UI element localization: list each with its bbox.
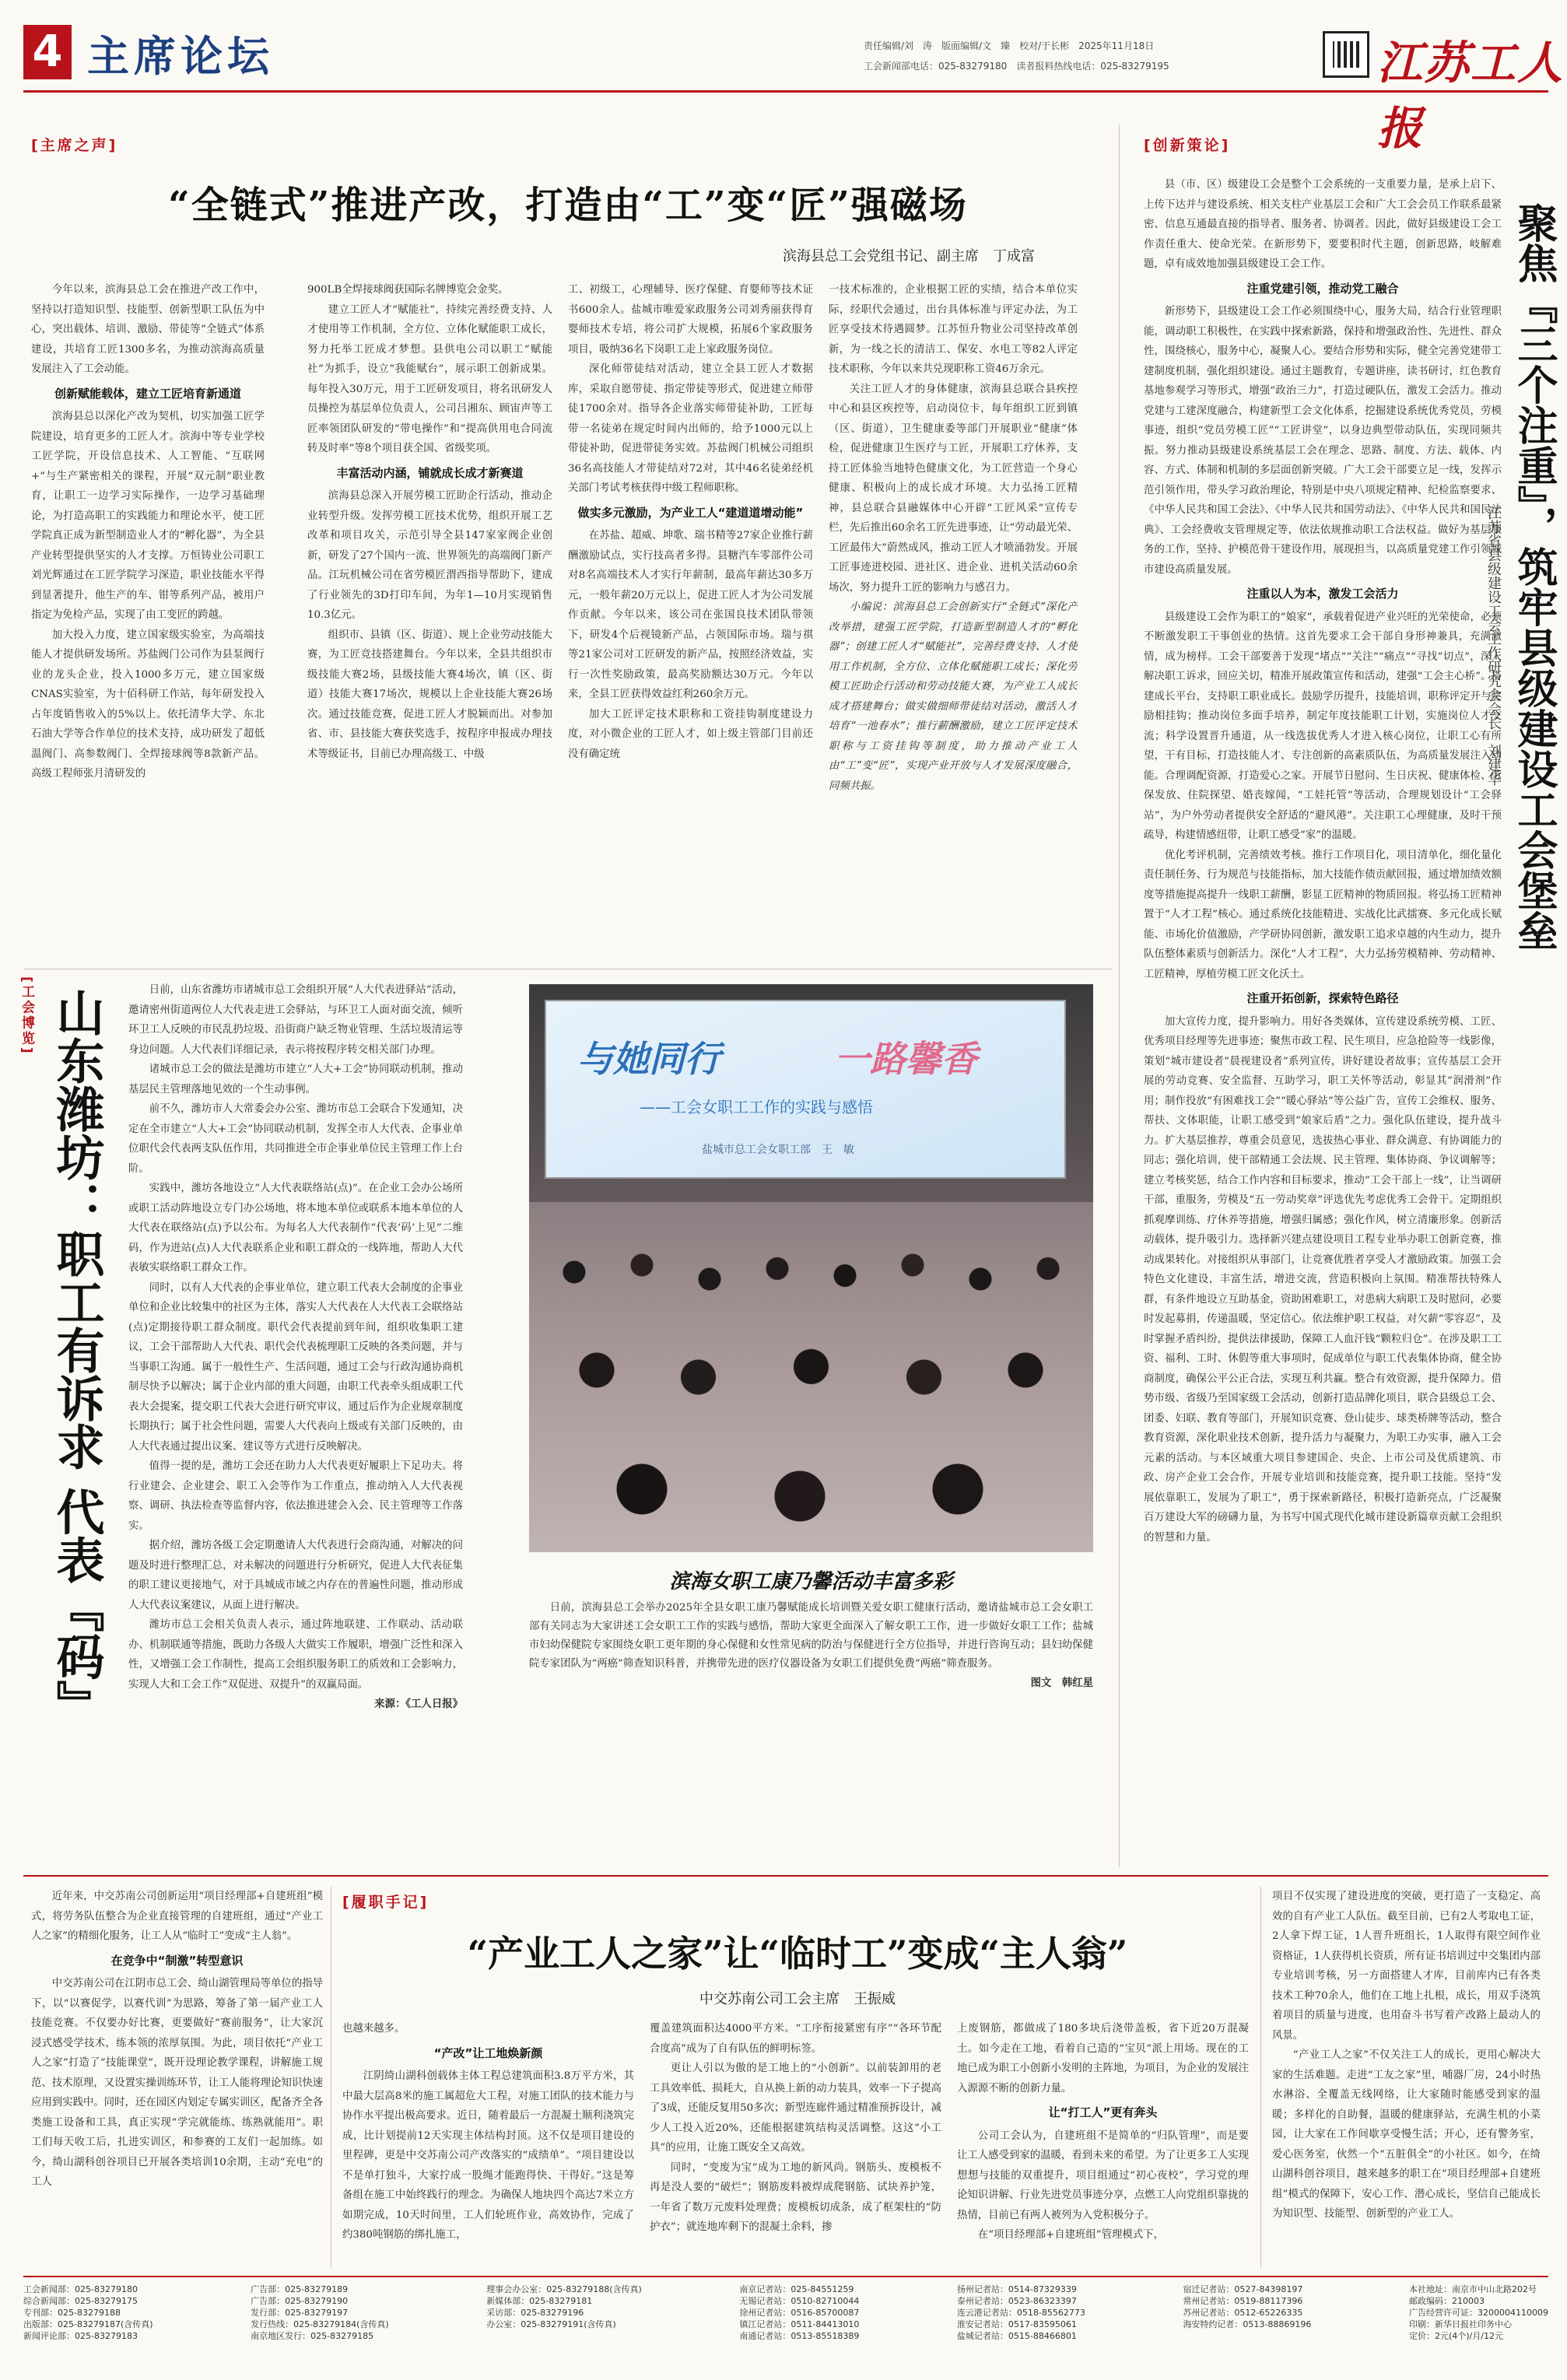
paragraph: 县（市、区）级建设工会是整个工会系统的一支重要力量，是承上启下、上传下达并与建设系统、相关支柱产业基层工会和广大工会会员工作联系最紧密、信息互通最直接的指导者、服务者、协调者。因此，做好县级建设工会工作责任重大、使命光荣。在新形势下，要要积时代主题，创新思路，岐解难题，卓有成效地加强县级建设工会工作。 xyxy=(1144,179,1502,270)
column-tag: [工会博览] xyxy=(19,976,34,1056)
hotline-line: 工会新闻部电话：025-83279180 读者报料热线电话：025-83279195 xyxy=(864,61,1169,72)
photo-credit: 图文 韩红星 xyxy=(1030,1677,1093,1689)
paragraph: 滨海县总深入开展劳模工匠助企行活动，推动企业转型升级。发挥劳模工匠技术优势，组织开展工艺改革和项目攻关，示范引导全县147家家阀企业创新，研发了27个国内一流、世界领先的高端阀门新产品。江玩机械公司在省劳模匠渭西指导帮助下，建成了行业领先的3D打印车间，为年1—10月实现销售10.3亿元。 xyxy=(307,490,552,621)
footer-contacts: 工会新闻部：025-83279180 综合新闻部：025-83279175 专刊部：025-83279188 出版部：025-83279187(含传真) 新闻评论部：025-83279183 xyxy=(23,2284,153,2341)
paragraph: 更让人引以为傲的是工地上的“小创新”。以前装卸用的老工具效率低、损耗大，自从换上新的动力装具，效率一下子提高了3成，还能反复用50多次；新型连廊件通过精准预拆设计，减少人工投入近20%，还能根据建筑结构灵活调整。这这“小工具”的应用，让施工既安全又高效。 xyxy=(650,2063,941,2154)
paragraph: 在苏盐、超威、坤歌、瑞书精等27家企业推行薪酬激励试点，实行技高者多得。县糖汽车零部件公司对8名高端技术人才实行年薪制，最高年薪达30多万元，一般年薪20万元以上，促进工匠人才为公司发展作贡献。今年以来，该公司在张国良技术团队带领下，研发4个后视镜新产品，占领国际市场。瑞与祺等21家公司对工匠研发的新产品，按照经济效益，实行一次性奖励政策，最高奖励额达30万元。今年以来，全县工匠获得效益红利260余万元。 xyxy=(568,530,813,700)
subheading: 注重党建引领，推动党工融合 xyxy=(1246,281,1399,296)
paragraph: 中交苏南公司在江阴市总工会、绮山湖管理局等单位的指导下，以“以赛促学，以赛代训”为思路，筹备了第一届产业工人技能竞赛。不仅要办好比赛，更要做好“赛前服务”，让大家沉浸式感受学技术，练本领的浓厚氛围。为此，项目依托“产业工人之家”打造了“技能课堂”，既开设理论教学课程，讲解施工规范、技术原理，又设置实操训练环节，让工人能将理论知识快速应用到实践中。同时，还在园区内划定专属实训区，配备齐全各类施工设备和工具，真正实现“学完就能练、练熟就能用”。职工们每天收工后，扎进实训区，和参赛的工友们一起加练。如今，绮山湖科创谷项目已开展各类培训10余期，主动“充电”的工人 xyxy=(31,1978,323,2188)
paragraph: 加大宣传力度，提升影响力。用好各类媒体，宣传建设系统劳模、工匠、优秀项目经理等先进事迹；聚焦市政工程、民生项目，应急抢险等一线影像，策划“城市建设者”晨视建设者”系列宣传，讲好建设者故事；宣传基层工会开展的劳动竞赛、安全监督、互助学习，职工关怀等活动，彰显其“润滑剂”作用；制作投放“有困难找工会”“暖心驿站”等公益广告，宣传工会维权、服务、帮扶、文体职能，让职工感受到“娘家后盾”之力。强化队伍建设，提升战斗力。扩大基层推荐，尊重会员意见，选拔热心事业、群众满意、有协调能力的同志；强化培训，使干部精通工会法规、民主管理、集体协商、争议调解等；建立考核奖惩，结合工作内容和目标要求，推动“工会干部上一线”，让当调研干部，重服务，劳模及“五一劳动奖章”评选优先考虑优秀工会骨干。定期组织抓观摩训练、疗休养等措施，增强归属感；强化作风，树立清廉形象。创新活动载体，提升吸引力。选择新兴建点建设项目工程专业举办职工创新竞赛，推动成果转化。对接组织从事部门，让竞赛优胜者享受人才激励政策。加强工会特色文化建设，丰富生活，增进交流，营造积极向上氛围。精准帮扶特殊人群，有条件地设立互助基金，资助困难职工，对患病大病职工及时慰问，必要时发起募捐，传递温暖，坚定信心。依法维护职工权益，对欠薪“零容忍”，及时掌握矛盾纠纷，提供法律援助，保障工人血汗钱“颗粒归仓”。在涉及职工工资、福利、工时、休假等重大事项时，促成单位与职工代表集体协商，健全协商制度，确保公平公正合法，实现互利共赢。整合有效资源，提升保障力。借势市级、省级乃至国家级工会活动，创新打造品牌化项目，联合县级总工会、团委、妇联、教育等部门，开展知识竞赛、登山徒步、球类桥牌等活动，整合教育资源，深化职业技术创新，提升活力与凝聚力，为职工办实事，融入工会元素的活动。与本区域重大项目参建国企、央企、上市公司及优质建筑、市政、房产企业工会合作，开展专业培训和技能竞赛，提升职工技能。坚持“发展依靠职工，发展为了职工”，勇于探索新路径，积极打造新亮点，广泛凝聚百万建设大军的磅礴力量，为书写中国式现代化城市建设新篇章贡献工会组织的智慧和力量。 xyxy=(1144,1015,1502,1544)
footer-publisher-info: 本社地址：南京市中山北路202号 邮政编码：210003 广告经营许可证：3200004110009 印刷：新华日报社印务中心 定价：2元(4个)/月/12元 xyxy=(1408,2284,1548,2341)
source-note: 来源：《工人日报》 xyxy=(374,1698,463,1710)
photo-caption xyxy=(529,1599,1093,1692)
column-divider xyxy=(1260,1887,1261,2268)
subheading: “产改”让工地焕新颜 xyxy=(433,2045,543,2060)
banner-footer: 盐城市总工会女职工部 王 敏 xyxy=(702,1144,854,1156)
page-number: 4 xyxy=(23,25,72,79)
subheading: 丰富活动内涵，铺就成长成才新赛道 xyxy=(336,465,524,480)
paragraph: 据介绍，潍坊各级工会定期邀请人大代表进行会商沟通，对解决的问题及时进行整理汇总，对未解决的问题进行分析研究，促进人大代表征集的职工建议更接地气，对于具城成市域之内存在的普遍性问题，推动形成人大代表议案建议，从面上进行解决。 xyxy=(128,1540,463,1611)
left-feature-body xyxy=(128,980,463,1836)
paragraph: 关注工匠人才的身体健康，滨海县总联合县疾控中心和县区疾控等，启动岗位卡，每年组织工匠到镇（区、街道），卫生健康委等部门开展职业“健康”体检，促进健康卫生医疗与工匠，开展职工疗休养，支持工匠体验当地特色健康文化，为工匠营造一个身心健康、积极向上的成长成才环境。大力弘扬工匠精神，县总联合县融媒体中心开辟“工匠风采”宣传专栏，先后推出60余名工匠先进事迹，让“劳动最光荣、工匠最伟大”蔚然成风，推动工匠人才喷涌勃发。开展工匠事迹进校园、进社区、进企业、进机关活动60余场次，努力提升工匠的影响力与感召力。 xyxy=(829,383,1078,594)
section-title: 主席论坛 xyxy=(87,32,274,81)
footer-divider xyxy=(23,2276,1548,2277)
bottom-headline: “产业工人之家”让“临时工”变成“主人翁” xyxy=(467,1933,1128,1975)
paragraph: 新形势下，县级建设工会工作必须围绕中心，服务大局，结合行业管理职能，调动职工积极性，在实践中探索新路，保持和增强政治性、先进性、群众性，围绕核心，服务中心，凝聚人心。要结合形势和实际，健全完善党建带工建制度机制，强化组织建设。通过主题教育，专题讲座，读书研讨，红色教育基地参观学习等形式，增强“政治三力”，打造过硬队伍，激发工会活力。推动党建与工建深度融合，构建新型工会文化体系，挖掘建设系统优秀党员，劳模事迹，组织“党员劳模工匠”“工匠讲堂”，以身边典型带动队伍，实现同频共振。努力推动县级建设系统基层工会在理念、思路、制度、方法、载体、内容、方式、体制和机制的多层面创新突破。广大工会干部要立足一线，发挥示范引领作用，带头学习政治理论，特别是中央八项规定精神、纪检监察要求、《中华人民共和国工会法》、《中华人民共和国劳动法》、《中华人民共和国民法典》、工会经费收支管理规定等，依法依规推动职工合法权益。做好为基层服务的工作，坚持、护模范骨干建设作用，展现担当，以高质量党建工作引领城市建设高质量发展。 xyxy=(1144,306,1502,576)
paragraph: 建立工匠人才“赋能社”，持续完善经费支持、人才使用等工作机制，全方位、立体化赋能职工成长，努力托举工匠成才梦想。县供电公司以职工“赋能社”为抓手，设立“我能赋台”，展示职工创新成果。每年投入30万元，用于工匠研发项目，将名讯研发人员操控为基层单位负责人，公司吕湘东、顾宙声等工匠率领团队研发的“带电操作”和“提高供用电合同流转及时率”等8个项目获全国、省级奖项。 xyxy=(307,303,552,454)
paragraph: 公司工会认为，自建班组不是简单的“归队管理”，而是要让工人感受到家的温暖，看到未来的希望。为了让更多工人实现想想与技能的双重提升，项目组通过“初心夜校”，学习党的理论知识讲解、行业先进党员事迹分享，点燃工人向党组织靠拢的热情，目前已有两人被列为入党积极分子。 xyxy=(957,2129,1249,2221)
paragraph: 潍坊市总工会相关负责人表示，通过阵地联建、工作联动、活动联办、机制联通等措施，既助力各级人大做实工作履职，增强广泛性和深入性，又增强工会工作制性，提高工会组织服务职工的质效和工会影响力，实现人大和工会工作“双促进、双提升”的双赢局面。 xyxy=(128,1619,463,1691)
paragraph: 实践中，潍坊各地设立“人大代表联络站(点)”。在企业工会办公场所或职工活动阵地设立专门办公场地，将本地本单位或联系本地本单位的人大代表在联络站(点)予以公布。为每名人大代表制作“代表‘码’上见”二维码，作为进站(点)人大代表联系企业和职工群众的一线阵地，帮助人大代表敏实联络职工群众工作。 xyxy=(128,1183,463,1274)
paragraph: 同时，以有人大代表的企事业单位，建立职工代表大会制度的企事业单位和企业比较集中的社区为主体，落实人大代表在人大代表工会联络站(点)定期接待职工群众制度。职代会代表提前到年间，组织收集职工建议，工会干部帮助人大代表、职代会代表梳理职工反映的各类问题，并与当事职工沟通。属于一般性生产、生活问题，通过工会与行政沟通协商机制尽快予以解决；属于企业内部的重大问题，由职工代表牵头组成职工代表大会提案，提交职工代表大会进行研究审议，通过后作为企业规章制度长期执行；属于社会性问题，需要人大代表向上级或有关部门反映的，由人大代表通过提出议案、建议等方式进行反映解决。 xyxy=(128,1281,463,1453)
footer xyxy=(23,2284,1548,2369)
lead-column-4 xyxy=(829,280,1078,965)
paragraph: 900LB全焊接球阀获国际名牌博览会金奖。 xyxy=(307,284,509,296)
photo-caption-title: 滨海女职工康乃馨活动丰富多彩 xyxy=(669,1570,953,1593)
footer-contacts: 扬州记者站：0514-87329339 泰州记者站：0523-86323397 连云港记者站：0518-85562773 淮安记者站：0517-83595061 盐城记者站：0515-88466801 xyxy=(956,2284,1085,2341)
banner-subtitle: ——工会女职工工作的实践与感悟 xyxy=(640,1098,873,1116)
editor-note: 小编说：滨海县总工会创新实行“全链式”深化产改举措，建强工匠学院，打造新型制造人才的“孵化器”；创建工匠人才“赋能社”，完善经费支持、人才使用工作机制，全方位、立体化赋能职工成长；深化劳模工匠助企行活动和劳动技能大赛，为产业工人成长成才搭建舞台；做实做细师带徒结对活动，激活人才培育“一池春水”；推行薪酬激励，建立工匠评定技术职称与工资挂钩等制度，助力推动产业工人由“工”变“匠”，实现产业开放与人才发展深度融合，同频共振。 xyxy=(829,601,1078,792)
paragraph: 一技术标准的，企业根据工匠的实绩，结合本单位实际，经职代会通过，出台具体标准与评定办法，为工匠享受技术待遇圆梦。江苏恒升物业公司坚持改革创新，为一线之长的清洁工、保安、水电工等82人评定技术职称，今年以来共兑现职称工资46万余元。 xyxy=(829,284,1078,375)
paragraph: 也越来越多。 xyxy=(342,2023,405,2035)
paragraph: 江阴绮山湖科创载体主体工程总建筑面积3.8万平方米，其中最大层高8米的施工属超危大工程，对施工团队的技术能力与协作水平提出极高要求。近日，随着最后一方混凝土顺利浇筑完成，比计划提前12天实现主体结构封顶。这不仅是项目建设的里程碑，更是中交苏南公司产改落实的“成绩单”。“项目建设以不是单打独斗，大家拧成一股绳才能跑得快、干得好。”这是筹备组在施工中始终践行的理念。为确保人地块四个高达7米立方如期完成，10天时间里，工人们轮班作业，高效协作，完成了约380吨钢筋的绑扎施工， xyxy=(342,2070,634,2241)
banner-title-right: 一路馨香 xyxy=(834,1038,977,1080)
left-feature-headline: 山东潍坊：职工有诉求 代表『码』 xyxy=(48,988,105,1729)
paragraph: 上废钢筋，都做成了180多块后浇带盖板，省下近20万混凝土。如今走在工地，看着自己造的“宝贝”派上用场。现在的工地已成为职工小创新小发明的主阵地，为项目，为企业的发展注入源源不断的创新力量。 xyxy=(957,2023,1249,2094)
bottom-column-2 xyxy=(650,2019,941,2268)
paragraph: 优化考评机制，完善绩效考核。推行工作项目化，项目清单化，细化量化责任制任务、行为规范与技能指标，加大技能作债贡献回报，通过增加绩效额度等措施提高提升一线职工薪酬，影显工匠精神的物质回报。将弘扬工匠精神置于“人才工程”核心。通过系统化技能精进、实战化比武擂赛、多元化成长赋能、市场化价值激励，产学研协同创新，激发职工追求卓越的内生动力，提升队伍整体素质与创新活力。深化“人才工程”，大力弘扬劳模精神、劳动精神、工匠精神，厚植劳模工匠文化沃土。 xyxy=(1144,849,1502,980)
bottom-column-4 xyxy=(1272,1887,1541,2268)
masthead-divider xyxy=(23,90,1548,93)
newspaper-name: 江苏工人报 xyxy=(1377,37,1565,155)
paragraph: “产业工人之家”不仅关注工人的成长，更用心解决大家的生活难题。走进“工友之家”里，哺器厂房，24小时热水淋浴、全覆盖无线网络，让大家随时能感受到家的温暖；多样化的自助餐，温暖的健康驿站，充满生机的小菜园，让大家在工作间歇享受慢生活；开心，还有警务室，爱心医务室，伙然一个“五脏俱全”的小社区。如今，在绮山湖科创谷项目，越来越多的职工在“项目经理部+自建班组”模式的保障下，安心工作、潜心成长，坚信自己能成长为知识型、技能型、创新型的产业工人。 xyxy=(1272,2049,1541,2220)
qr-code-icon xyxy=(1323,31,1369,78)
subheading: 做实多元激励，为产业工人“建道道增动能” xyxy=(577,505,804,520)
headline: “全链式”推进产改，打造由“工”变“匠”强磁场 xyxy=(168,184,968,227)
editors-line: 责任编辑/刘 涛 版面编辑/文 臻 校对/于长彬 2025年11月18日 xyxy=(864,40,1155,51)
paragraph: 日前，山东省潍坊市诸城市总工会组织开展“人大代表进驿站”活动，邀请密州街道两位人大代表走进工会驿站，与环卫工人面对面交流，倾听环卫工人反映的市民乱扔垃圾、沿街商户缺乏物业管理、生活垃圾清运等身边问题。人大代表们详细记录，表示将按程序转交相关部门办理。 xyxy=(128,984,463,1056)
column-tag: [创新策论] xyxy=(1144,137,1231,154)
subheading: 注重以人为本，激发工会活力 xyxy=(1246,587,1399,601)
stage-screen xyxy=(545,1000,1066,1179)
paragraph: 加大投入力度，建立国家级实验室，为高端技能人才提供研发场所。苏盐阀门公司作为县泵阀行业的龙头企业，投入1000多万元，建立国家级CNAS实验室，为十佰科研工作站，每年研发投入占年度销售收入的5%以上。依托清华大学、东北石油大学等合作单位的技术支持，成功研发了超低温阀门、高参数阀门、全焊接球阀等8款新产品。高级工程师张月清研发的 xyxy=(31,629,265,780)
column-tag: [主席之声] xyxy=(31,137,118,154)
lead-column-3 xyxy=(568,280,813,965)
footer-contacts: 南京记者站：025-84551259 无锡记者站：0510-82710044 徐州记者站：0516-85700087 镇江记者站：0511-84413010 南通记者站：0513-85518389 xyxy=(739,2284,860,2341)
paragraph: 加大工匠评定技术职称和工资挂钩制度建设力度，对小微企业的工匠人才，如上级主管部门目前还没有确定统 xyxy=(568,708,813,760)
sidebar-article-body xyxy=(1144,175,1502,1863)
paragraph: 诸城市总工会的做法是潍坊市建立“人大+工会”协同联动机制，推动基层民主管理落地见效的一个生动事例。 xyxy=(128,1064,463,1095)
event-photo xyxy=(529,984,1093,1552)
paragraph: 同时，“变废为宝”成为工地的新风尚。钢筋头、废模板不再是没人要的“破烂”；钢筋废料被焊成爬钢筋、试块养护笼，一年省了数万元废料处理费；废模板切成条，成了框架柱的“防护衣”；就连地库剩下的混凝土余料，掺 xyxy=(650,2161,941,2233)
lead-column-1 xyxy=(31,280,265,965)
subheading: 创新赋能载体，建立工匠培育新通道 xyxy=(54,386,241,401)
bottom-left-body xyxy=(31,1887,323,2268)
audience xyxy=(529,1202,1093,1552)
paragraph: 值得一提的是，潍坊工会还在助力人大代表更好履职上下足功夫。将行业建会、企业建会、职工入会等作为工作重点，推动纳入人大代表视察、调研、执法检查等监督内容，依法推进建会入会、民主管理等工作落实。 xyxy=(128,1460,463,1532)
subheading: 注重开拓创新，探索特色路径 xyxy=(1246,991,1399,1005)
footer-contacts: 广告部：025-83279189 广告部：025-83279190 发行部：025-83279197 发行热线：025-83279184(含传真) 南京地区发行：025-83279185 xyxy=(251,2284,389,2341)
subheading: 在竞争中“制激”转型意识 xyxy=(110,1953,244,1968)
column-divider xyxy=(1119,124,1120,1867)
sidebar-headline: 聚焦『三个注重』，筑牢县级建设工会堡垒 xyxy=(1510,202,1558,951)
bottom-column-3 xyxy=(957,2019,1249,2268)
paragraph: 县级建设工会作为职工的“娘家”，承载着促进产业兴旺的光荣使命，必须不断激发职工干事创业的热情。这首先要求工会干部自身形神兼具，充满激情，成为榜样。工会干部要善于发现“堵点”“关注”“痛点”“寻找”切点”，深入解决职工诉求，回应关切，精准开展政策宣传和活动，建强“工会主心桥”。搭建成长平台，支持职工职业成长。鼓励学历提升，技能培训，职称评定开与奖励相挂钩；推动岗位多面手培养，制定年度技能职工计划，实施岗位人才交流；科学设置晋升通道，从一线选拔优秀人才进入核心岗位，让职工心有所望，干有目标，打造技能人才、专注创新的高素质队伍，为高质量发展注入动能。合理调配资源，打造爱心之家。开展节日慰问、生日庆祝、健康体检、劳保发放、住院探望、婚丧嫁闻，“工娃托管”等活动，合理规划设计“工会驿站”，为户外劳动者提供安全舒适的“避风港”。关注职工心理健康，及时干预疏导，构建情感纽带，让职工感受“家”的温暖。 xyxy=(1144,611,1502,841)
section-divider xyxy=(23,1875,1548,1877)
paragraph: 工、初级工，心理辅导、医疗保健、育婴师等技术证书600余人。盐城市唯爱家政服务公司刘秀丽获得育婴师技术专培，将公司扩大规模，拓展6个家政服务项目，吸纳36名下岗职工走上家政服务岗位。 xyxy=(568,284,813,356)
bottom-byline: 中交苏南公司工会主席 王振威 xyxy=(699,1991,896,2007)
paragraph: 前不久，潍坊市人大常委会办公室、潍坊市总工会联合下发通知，决定在全市建立“人大+工会”协同联动机制，发挥全市人大代表、企事业单位职代会代表两支队伍作用，共同推进全市企事业单位民主管理工作上台阶。 xyxy=(128,1103,463,1175)
byline: 滨海县总工会党组书记、副主席 丁成富 xyxy=(783,248,1035,265)
column-tag: [履职手记] xyxy=(342,1894,429,1911)
paragraph: 在“项目经理部+自建班组”管理模式下， xyxy=(977,2229,1164,2241)
bottom-column-1 xyxy=(342,2019,634,2268)
paragraph: 组织市、县镇（区、街道）、规上企业劳动技能大赛，为工匠竞技搭建舞台。今年以来，全县共组织市级技能大赛2场，县级技能大赛4场次，镇（区、街道）技能大赛17场次，规模以上企业技能大赛26场次。通过技能竞赛，促进工匠人才脱颖而出。对参加省、市、县技能大赛获奖选手，按程序申报成办理技术等级证书，目前已办理高级工、中级 xyxy=(307,629,552,760)
paragraph: 深化师带徒结对活动，建立全县工匠人才数据库，采取自愿带徒、指定带徒等形式，促进建立师带徒1700余对。指导各企业落实师带徒补助，工匠每带一名徒弟在规定时间内出师的，给予1000元以上带徒补助，促进带徒务实效。苏盐阀门机械公司组织36名高技能人才带徒结对72对，其中46名徒弟经机关部门考试考核获得中级工程师职称。 xyxy=(568,363,813,494)
footer-contacts: 宿迁记者站：0527-84398197 常州记者站：0519-88117396 苏州记者站：0512-65226335 海安特约记者：0513-88869196 xyxy=(1183,2284,1312,2329)
paragraph: 覆盖建筑面积达4000平方米。“工序衔接紧密有序”“各环节配合度高”成为了自有队伍的鲜明标签。 xyxy=(650,2023,941,2055)
caption-text: 日前，滨海县总工会举办2025年全县女职工康乃馨赋能成长培训暨关爱女职工健康行活动，邀请盐城市总工会女职工部有关同志为大家讲述工会女职工工作的实践与感悟，帮助大家更全面深入了解女职工工作，进一步做好女职工工作；盐城市妇幼保健院专家围绕女职工更年期的身心保健和女性常见病的防治与保健进行全方位指导，并进行咨询互动；县妇幼保健院专家团队为“两癌”筛查知识科普，并携带先进的医疗仪器设备为女职工们提供免费“两癌”筛查服务。 xyxy=(529,1602,1093,1670)
sidebar-byline: 江苏省县级建设工会工作研究会会长 刘建华 xyxy=(1485,506,1502,786)
paragraph: 近年来，中交苏南公司创新运用“项目经理部+自建班组”模式，将劳务队伍整合为企业直接管理的自建班组，通过“产业工人之家”的精细化服务，让工人从“临时工”变成“主人翁”。 xyxy=(31,1891,323,1942)
lead-column-2 xyxy=(307,280,552,965)
footer-contacts: 理事会办公室：025-83279188(含传真) 新媒体部：025-83279181 采访部：025-83279196 办公室：025-83279191(含传真) xyxy=(486,2284,642,2329)
paragraph: 今年以来，滨海县总工会在推进产改工作中，坚持以打造知识型、技能型、创新型职工队伍为中心，突出载体、培训、激励、带徒等“全链式”体系建设，共培育工匠1300多名，为推动滨海高质量发展注入了工会动能。 xyxy=(31,284,265,375)
paragraph: 项目不仅实现了建设进度的突破，更打造了一支稳定、高效的自有产业工人队伍。截至目前，已有2人考取电工证，2人拿下焊工证，1人晋升班组长，1人取得有限空间作业资格证，1人获得机长资质，所有证书培训过中交集团内部专业培训考核，另一方面搭建人才库，目前库内已有各类技术工种70余人，他们在工地上扎根，成长，用双手浇筑着项目的质量与进度，也用奋斗书写着产改路上最动人的风景。 xyxy=(1272,1891,1541,2042)
subheading: 让“打工人”更有奔头 xyxy=(1048,2105,1158,2119)
banner-title-left: 与她同行 xyxy=(577,1038,720,1080)
paragraph: 滨海县总以深化产改为契机，切实加强工匠学院建设，培育更多的工匠人才。滨海中等专业学校工匠学院，开设信息技术、人工智能、“互联网+”与生产紧密相关的课程，开展“双元制”职业教育，让职工一边学习实际操作，一边学习基础理论，为打造高职工的实践能力和理论水平，使工匠学院真正成为新型制造业人才的“孵化器”，为全县产业转型提供坚实的人才支撑。万恒铸业公司职工刘光辉通过在工匠学院学习深造，职业技能水平得到显著提升，他生产的车、钳等系列产品，被用户指定为免检产品，实现了由工变匠的跨越。 xyxy=(31,411,265,621)
